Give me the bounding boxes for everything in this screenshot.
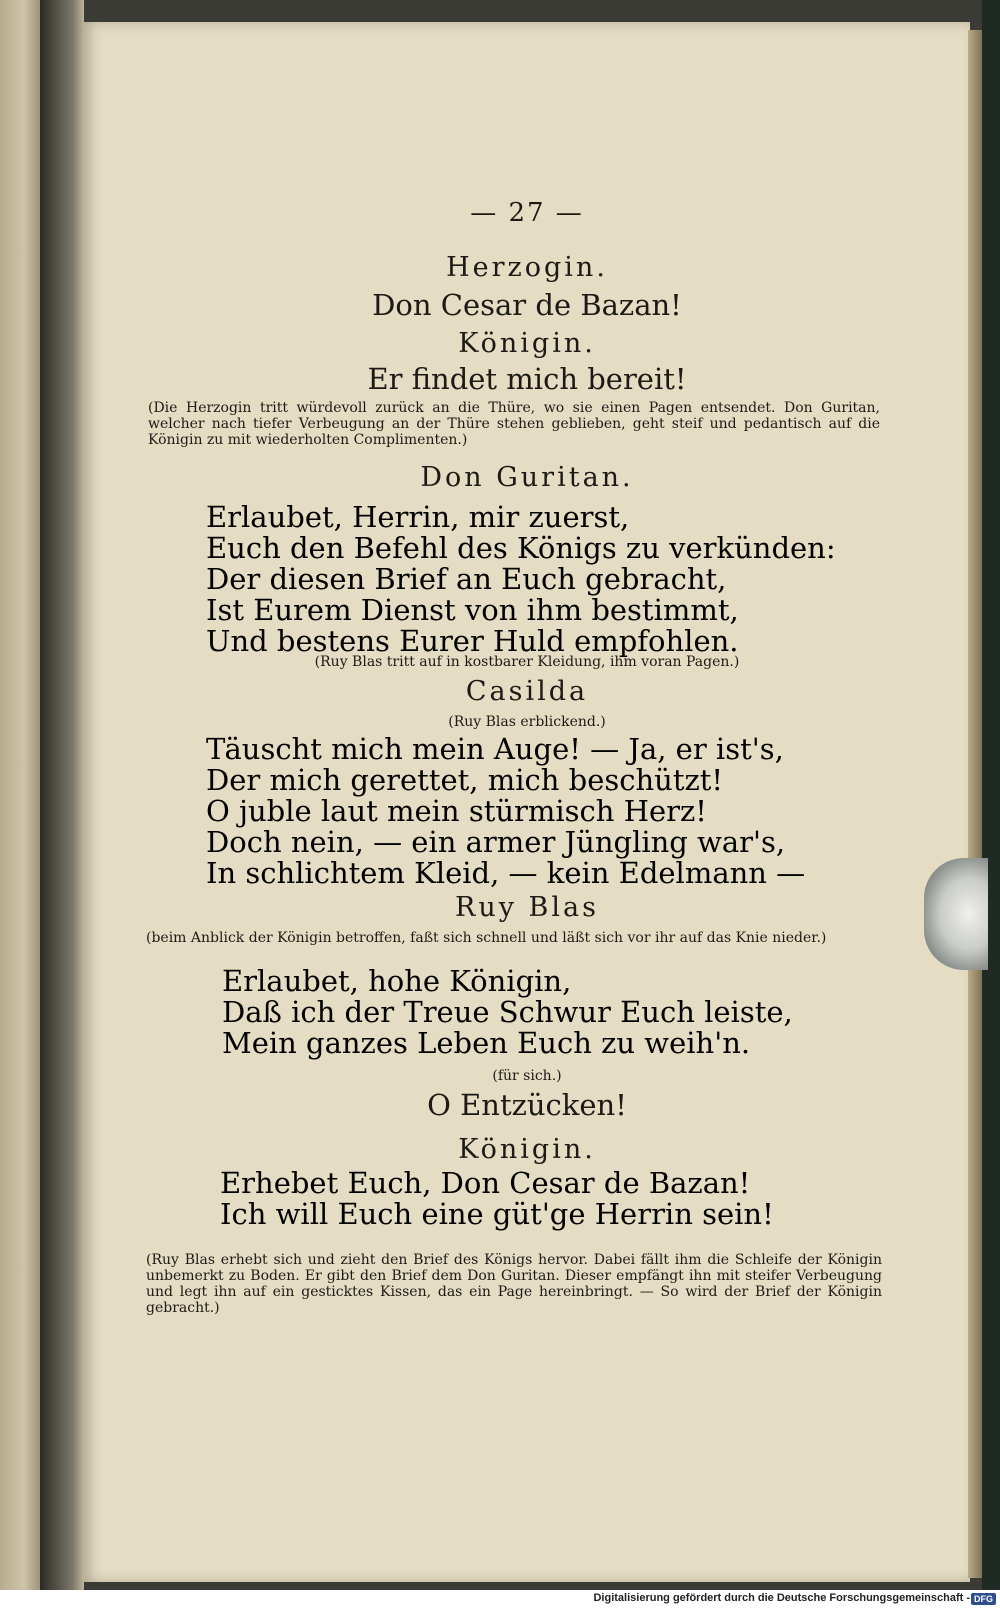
footer-credit: Digitalisierung gefördert durch die Deutsche Forschungsgemeinschaft -: [593, 1592, 970, 1604]
line-entzuecken: O Entzücken!: [427, 1088, 627, 1122]
page-number: — 27 —: [470, 198, 584, 228]
verse-line: Daß ich der Treue Schwur Euch leiste,: [222, 995, 793, 1029]
stage-direction-6-text: (Ruy Blas erhebt sich und zieht den Brief des Königs hervor. Dabei fällt ihm die Schleife der Königin unbemerkt zu Boden. Er gibt den Brief dem Don Guritan. Dieser empfängt ihn mit steifer Verbeugung und legt ihn auf ein gesticktes Kissen, das ein Page hereinbringt. — So wird der Brief der Königin gebracht.): [146, 1252, 882, 1316]
verse-line: Täuscht mich mein Auge! — Ja, er ist's,: [206, 732, 784, 766]
verse-line: Ist Eurem Dienst von ihm bestimmt,: [206, 593, 739, 627]
verse-line: Und bestens Eurer Huld empfohlen.: [206, 624, 739, 658]
dfg-logo: DFG: [971, 1593, 996, 1605]
verse-line: Mein ganzes Leben Euch zu weih'n.: [222, 1026, 751, 1060]
background-right: [982, 0, 1000, 1590]
verse-line: Der diesen Brief an Euch gebracht,: [206, 562, 727, 596]
stage-direction-6: [146, 1252, 882, 1316]
verse-line: Erlaubet, hohe Königin,: [222, 964, 572, 998]
page-edge: [968, 30, 982, 1578]
verse-casilda: [206, 734, 906, 889]
stage-direction-4-text: (beim Anblick der Königin betroffen, faßt sich schnell und läßt sich vor ihr auf das Knie nieder.): [146, 930, 827, 946]
verse-line: Doch nein, — ein armer Jüngling war's,: [206, 825, 786, 859]
line-don-cesar: Don Cesar de Bazan!: [372, 288, 682, 322]
left-page-edge: [0, 0, 40, 1590]
verse-line: Erhebet Euch, Don Cesar de Bazan!: [220, 1166, 751, 1200]
speaker-herzogin: Herzogin.: [446, 252, 608, 283]
verse-line: Erlaubet, Herrin, mir zuerst,: [206, 500, 630, 534]
speaker-casilda: Casilda: [465, 676, 589, 707]
speaker-don-guritan: Don Guritan.: [420, 462, 634, 493]
stage-direction-4: [146, 930, 882, 946]
verse-line: Euch den Befehl des Königs zu verkünden:: [206, 531, 836, 565]
book-spine: [40, 0, 84, 1590]
book-page: [84, 22, 970, 1582]
stage-direction-3: (Ruy Blas erblickend.): [448, 714, 606, 730]
verse-line: In schlichtem Kleid, — kein Edelmann —: [206, 856, 806, 890]
verse-line: Ich will Euch eine güt'ge Herrin sein!: [220, 1197, 774, 1231]
stage-direction-1-text: (Die Herzogin tritt würdevoll zurück an die Thüre, wo sie einen Pagen entsendet. Don Guritan, welcher nach tiefer Verbeugung an der Thüre stehen geblieben, geht steif und pedantisch auf die Königin zu mit wiederholten Complimenten.): [148, 400, 880, 448]
line-er-findet: Er findet mich bereit!: [367, 362, 687, 396]
stage-direction-1: [148, 400, 880, 448]
speaker-koenigin-2: Königin.: [458, 1134, 596, 1165]
verse-ruy-blas: [222, 966, 902, 1059]
verse-koenigin: [220, 1168, 910, 1230]
stage-direction-2: (Ruy Blas tritt auf in kostbarer Kleidung, ihm voran Pagen.): [314, 654, 740, 670]
verse-line: O juble laut mein stürmisch Herz!: [206, 794, 707, 828]
verse-line: Der mich gerettet, mich beschützt!: [206, 763, 724, 797]
stage-direction-5: (für sich.): [492, 1068, 562, 1084]
verse-guritan: [206, 502, 906, 657]
speaker-ruy-blas: Ruy Blas: [455, 892, 599, 923]
speaker-koenigin-1: Königin.: [458, 328, 596, 359]
page-clip: [924, 858, 988, 970]
